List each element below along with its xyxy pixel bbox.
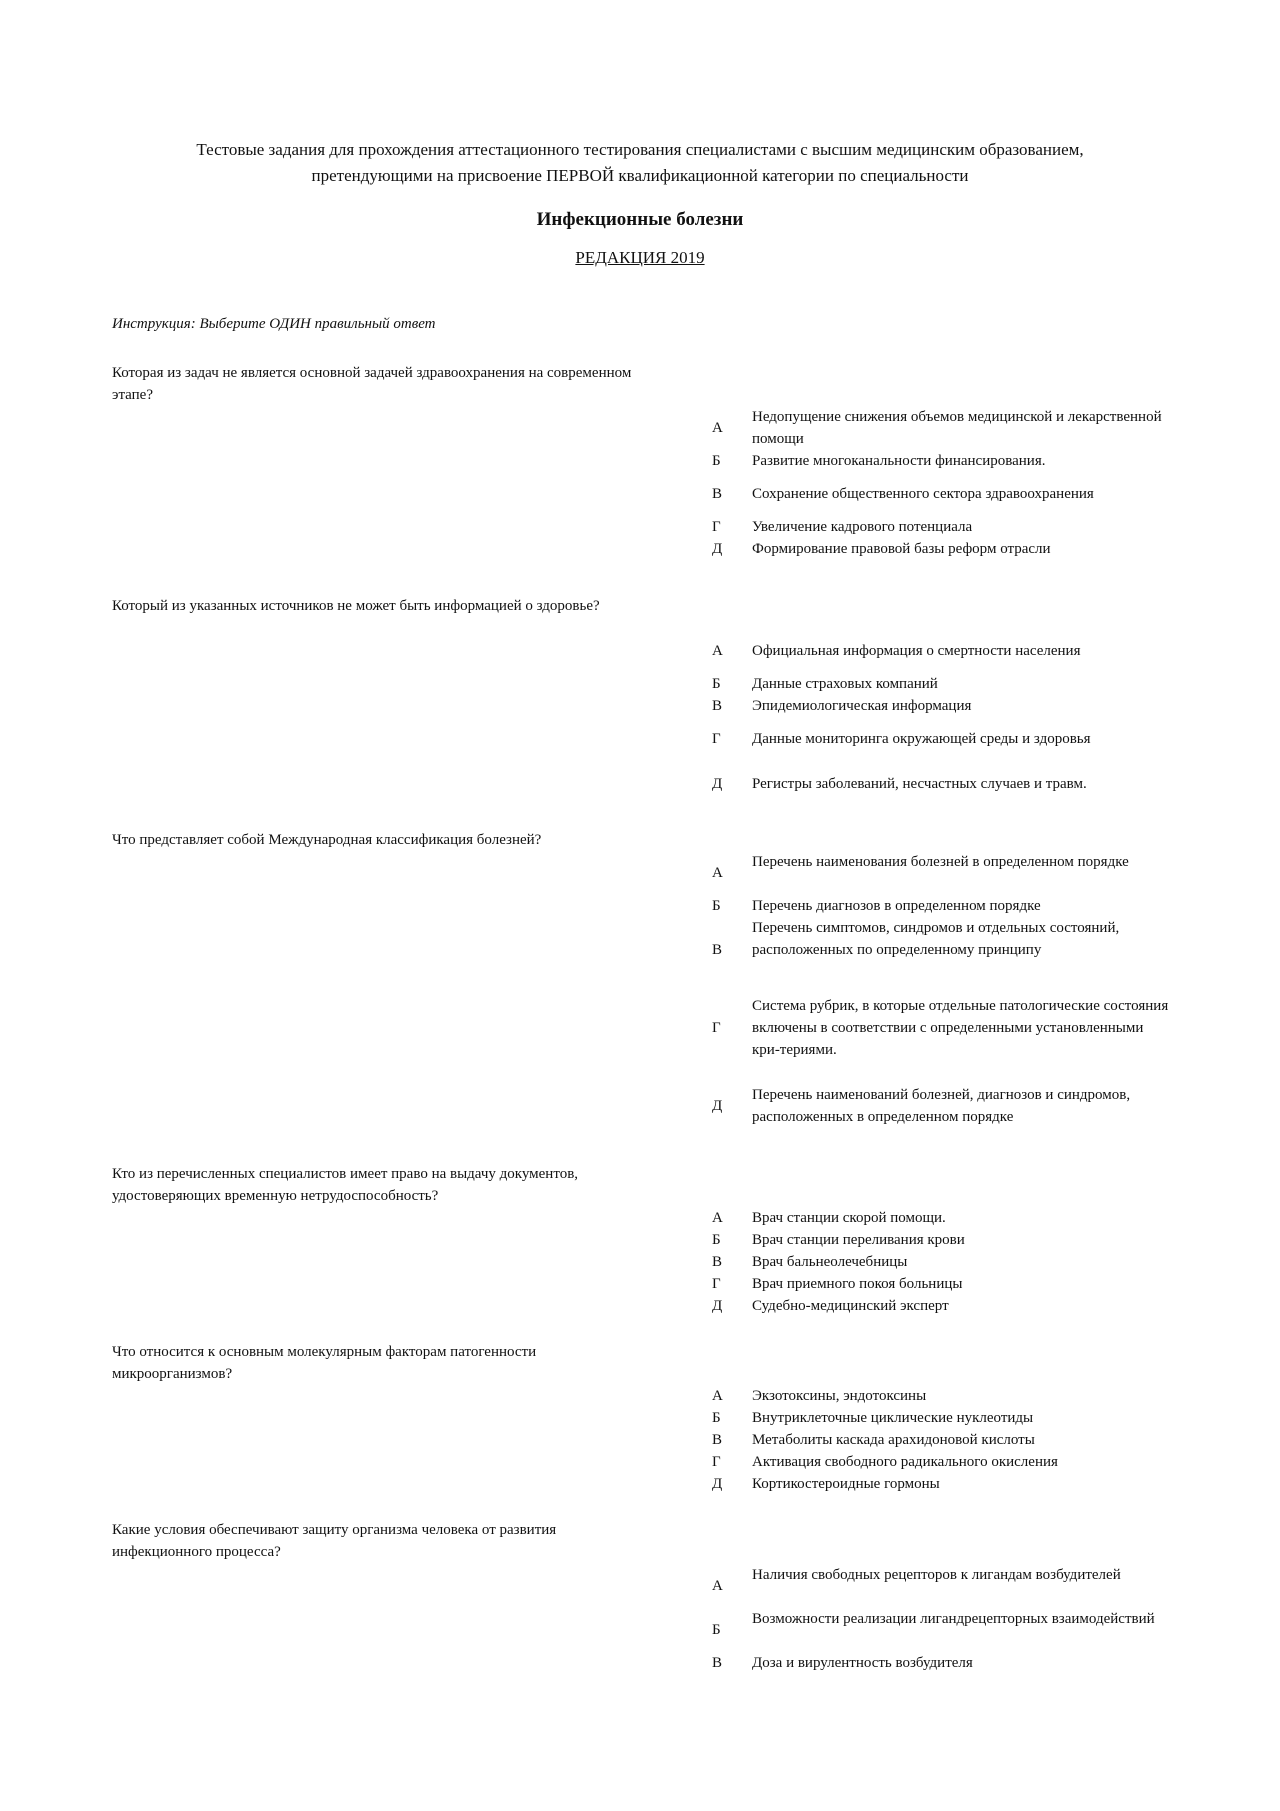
option-letter: Б — [712, 1410, 721, 1426]
question-5-text: Что относится к основным молекулярным факторам патогенности микроорганизмов? — [112, 1344, 537, 1382]
subject-heading: Инфекционные болезни — [536, 209, 744, 230]
option-text: Регистры заболеваний, несчастных случаев и травм. — [752, 776, 1087, 792]
option-letter: В — [712, 1432, 723, 1448]
option-letter: Г — [712, 1454, 721, 1470]
option-letter: В — [712, 1254, 723, 1270]
option-text: Метаболиты каскада арахидоновой кислоты — [752, 1432, 1035, 1448]
option-letter: Г — [712, 1276, 721, 1292]
option-text: Перечень наименования болезней в определенном порядке — [752, 854, 1129, 870]
option-text: Судебно-медицинский эксперт — [752, 1298, 949, 1314]
option-text: Кортикостероидные гормоны — [752, 1476, 940, 1492]
question-6-text: Какие условия обеспечивают защиту организма человека от развития инфекционного процесса? — [112, 1522, 557, 1560]
option-letter: А — [712, 420, 723, 436]
option-letter: Г — [712, 731, 721, 747]
option-text: Система рубрик, в которые отдельные патологические состояния включены в соответствии с определенными установленными кри-териями. — [752, 998, 1169, 1058]
option-text: Врач станции скорой помощи. — [752, 1210, 946, 1226]
option-letter: В — [712, 942, 723, 958]
option-letter: Д — [712, 1098, 723, 1114]
document-title-line-2: претендующими на присвоение ПЕРВОЙ квалификационной категории по специальности — [311, 166, 969, 185]
option-letter: Д — [712, 776, 723, 792]
option-text: Официальная информация о смертности населения — [752, 643, 1081, 659]
option-text: Перечень диагнозов в определенном порядке — [752, 898, 1041, 914]
question-3-text: Что представляет собой Международная классификация болезней? — [112, 832, 542, 848]
option-text: Активация свободного радикального окисления — [752, 1454, 1058, 1470]
option-text: Перечень наименований болезней, диагнозов и синдромов, расположенных в определенном порядке — [752, 1087, 1131, 1125]
option-text: Врач бальнеолечебницы — [752, 1254, 908, 1270]
question-1-text: Которая из задач не является основной задачей здравоохранения на современном этапе? — [112, 365, 632, 403]
option-text: Возможности реализации лигандрецепторных взаимодействий — [752, 1611, 1155, 1627]
option-letter: В — [712, 486, 723, 502]
option-text: Развитие многоканальности финансирования. — [752, 453, 1046, 469]
option-letter: Б — [712, 1232, 721, 1248]
option-text: Данные мониторинга окружающей среды и здоровья — [752, 731, 1091, 747]
option-letter: Д — [712, 541, 723, 557]
option-letter: А — [712, 1210, 723, 1226]
option-text: Эпидемиологическая информация — [752, 698, 972, 714]
option-text: Формирование правовой базы реформ отрасли — [752, 541, 1051, 557]
option-letter: Д — [712, 1298, 723, 1314]
document-title-line-1: Тестовые задания для прохождения аттестационного тестирования специалистами с высшим медицинским образованием, — [196, 140, 1084, 159]
option-letter: Б — [712, 898, 721, 914]
option-letter: А — [712, 1388, 723, 1404]
option-letter: Г — [712, 1020, 721, 1036]
option-text: Врач станции переливания крови — [752, 1232, 965, 1248]
question-2-text: Который из указанных источников не может быть информацией о здоровье? — [112, 598, 600, 614]
option-letter: А — [712, 1578, 723, 1594]
option-text: Перечень симптомов, синдромов и отдельных состояний, расположенных по определенному принципу — [752, 920, 1120, 958]
option-letter: В — [712, 698, 723, 714]
option-text: Доза и вирулентность возбудителя — [752, 1655, 973, 1671]
option-letter: Б — [712, 1622, 721, 1638]
option-text: Врач приемного покоя больницы — [752, 1276, 963, 1292]
option-letter: А — [712, 643, 723, 659]
option-letter: А — [712, 865, 723, 881]
option-letter: В — [712, 1655, 723, 1671]
option-text: Экзотоксины, эндотоксины — [752, 1388, 927, 1404]
option-text: Увеличение кадрового потенциала — [752, 519, 973, 535]
edition-label: РЕДАКЦИЯ 2019 — [575, 248, 705, 267]
option-letter: Д — [712, 1476, 723, 1492]
option-text: Недопущение снижения объемов медицинской и лекарственной помощи — [752, 409, 1162, 447]
question-4-text: Кто из перечисленных специалистов имеет право на выдачу документов, удостоверяющих временную нетрудоспособность? — [112, 1166, 579, 1204]
option-letter: Г — [712, 519, 721, 535]
option-letter: Б — [712, 676, 721, 692]
instruction-text: Инструкция: Выберите ОДИН правильный ответ — [112, 316, 436, 332]
option-text: Наличия свободных рецепторов к лигандам возбудителей — [752, 1567, 1121, 1583]
option-text: Данные страховых компаний — [752, 676, 938, 692]
option-text: Сохранение общественного сектора здравоохранения — [752, 486, 1094, 502]
option-text: Внутриклеточные циклические нуклеотиды — [752, 1410, 1034, 1426]
option-letter: Б — [712, 453, 721, 469]
